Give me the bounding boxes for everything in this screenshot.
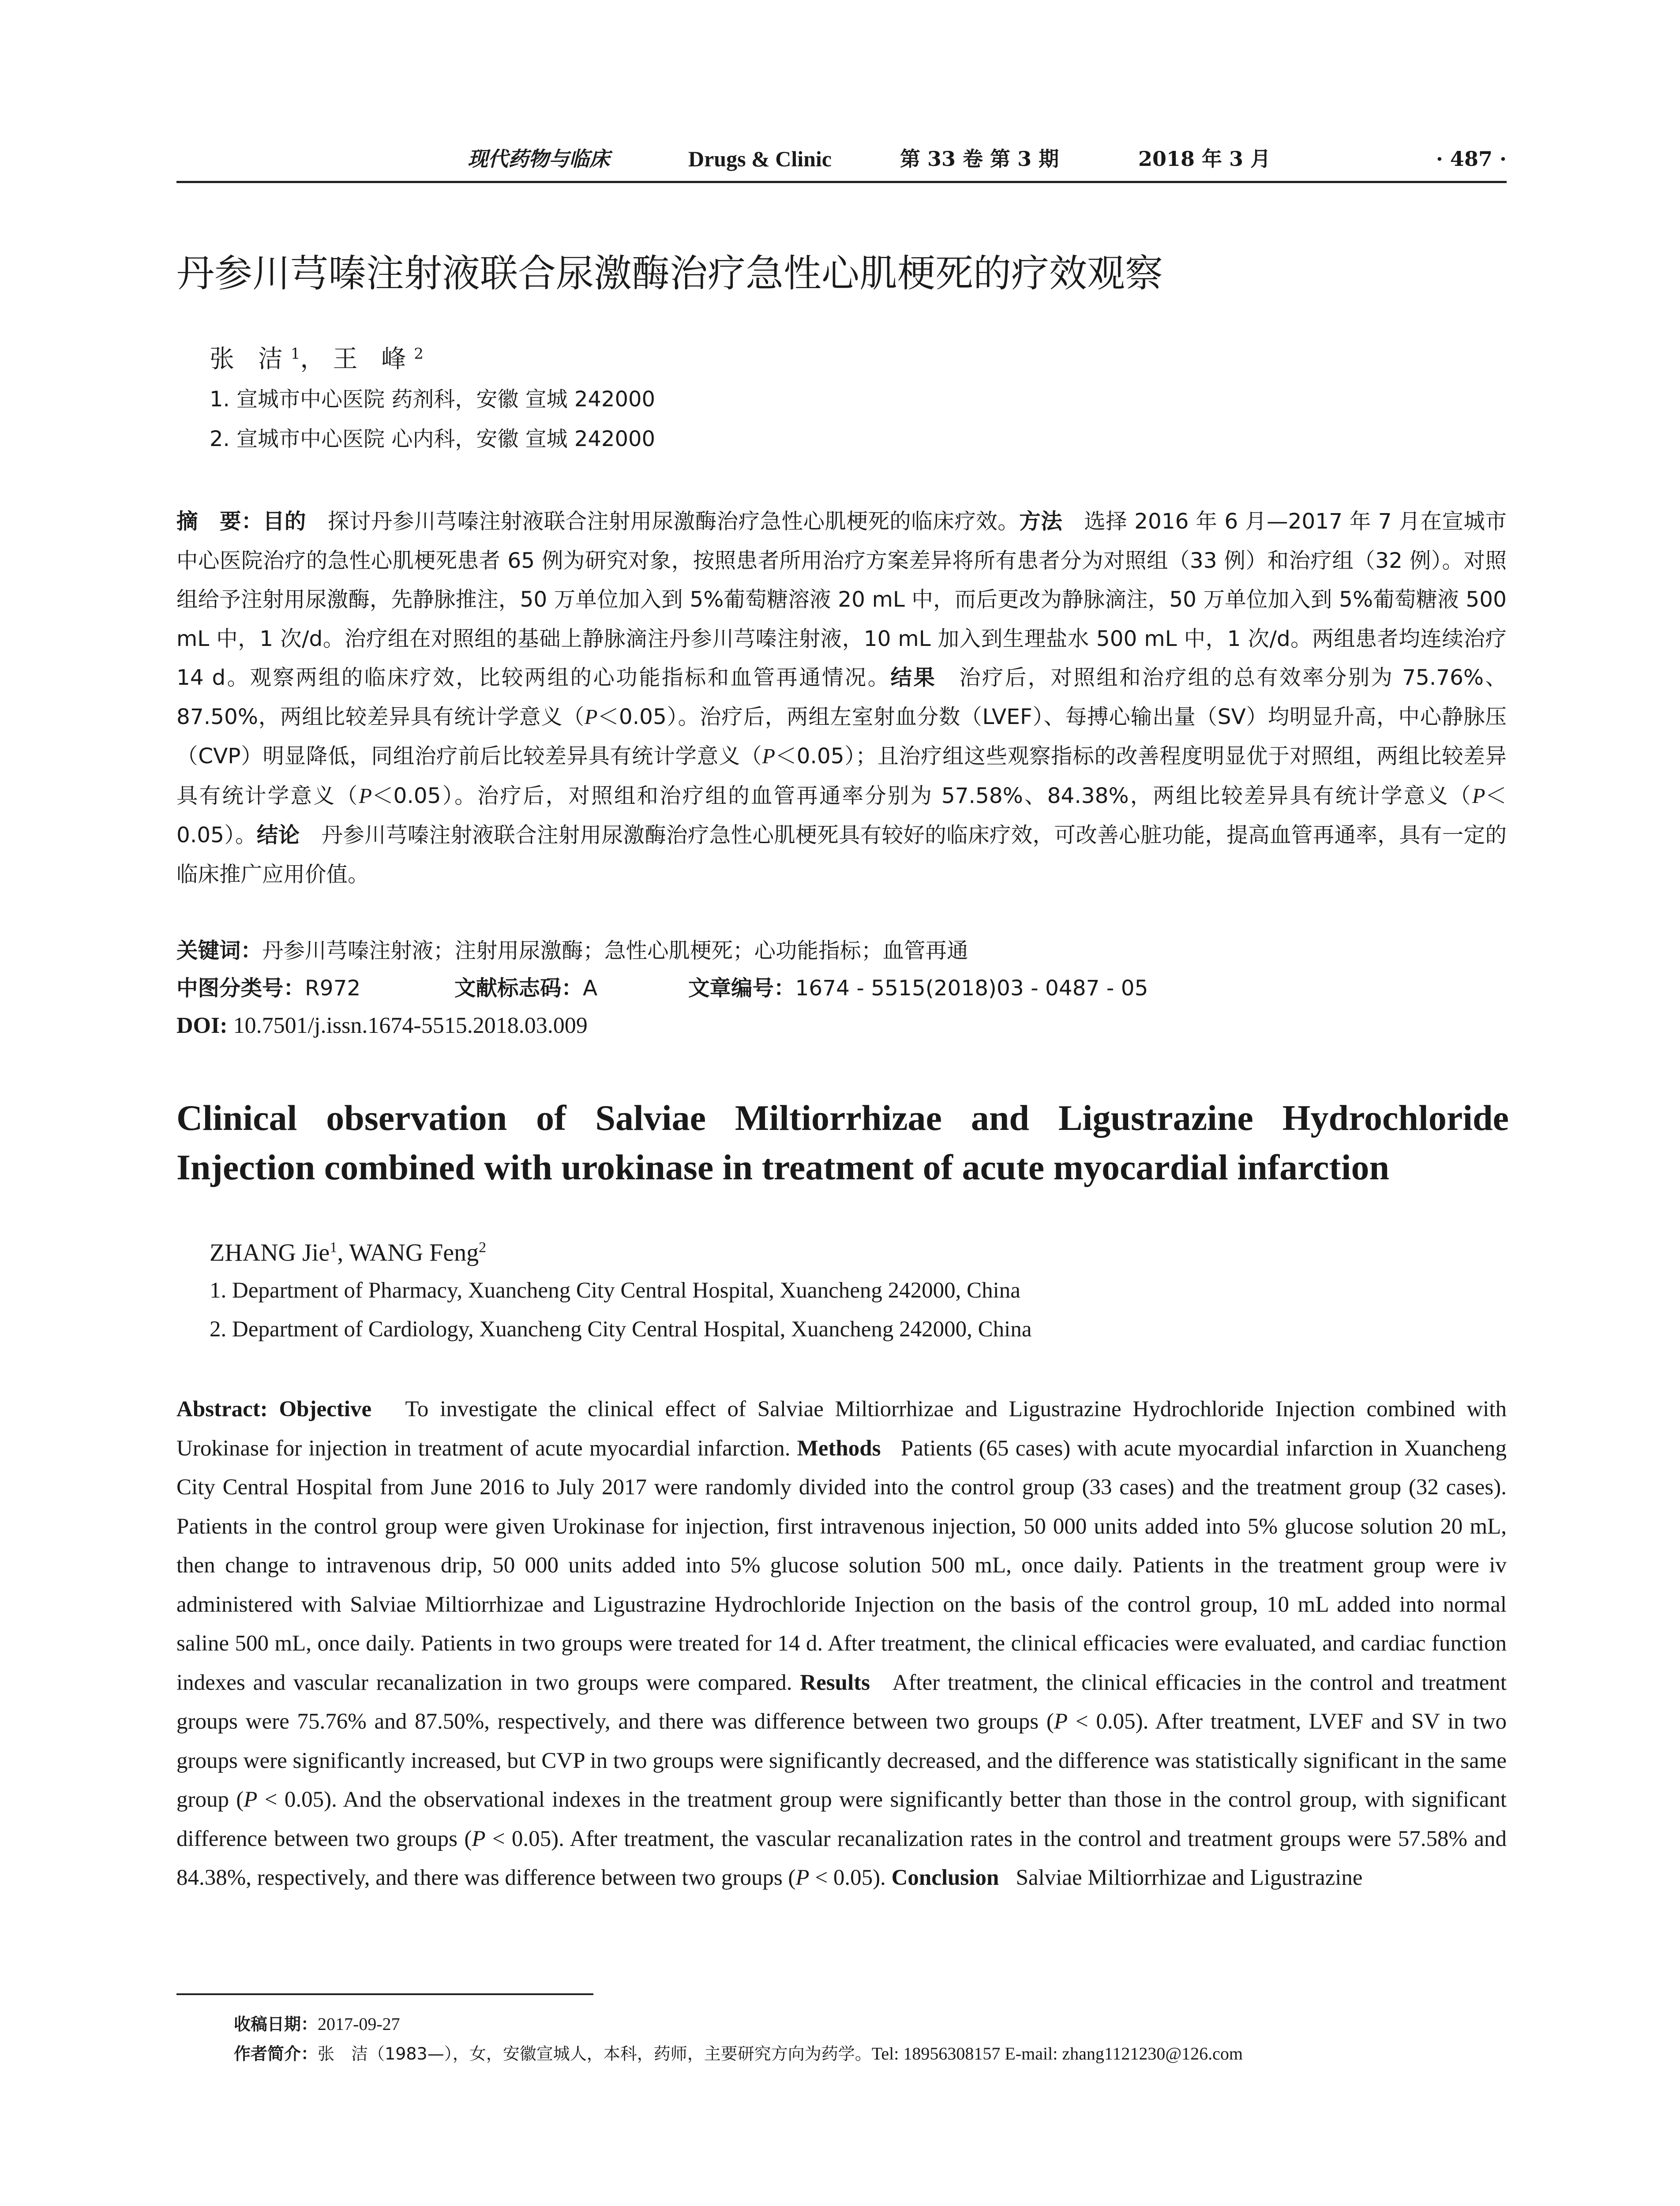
results-text-en-5: < 0.05). — [809, 1865, 886, 1890]
affiliation-en-2: 2. Department of Cardiology, Xuancheng City Central Hospital, Xuancheng 242000, China — [210, 1317, 1032, 1342]
p-value-symbol: P — [584, 705, 598, 729]
classification-line — [176, 973, 1148, 1004]
objective-label-cn: 目的 — [262, 509, 306, 534]
received-label: 收稿日期： — [234, 2015, 318, 2034]
author-2-cn: 王 峰 — [333, 345, 414, 374]
clc-value: R972 — [305, 976, 361, 1001]
results-text-en-4: < 0.05). After treatment, the vascular recanalization rates in the control and treatment groups were 57.58% and 84.38%, respectively, and there was difference between two groups ( — [176, 1826, 1507, 1890]
p-value-symbol: P — [244, 1787, 258, 1812]
p-value-symbol: P — [472, 1826, 486, 1851]
p-value-symbol: P — [1054, 1709, 1068, 1734]
results-text-en-2: < 0.05). After treatment, LVEF and SV in two groups were significantly increased, but CVP in two groups were significantly decreased, and the difference was statistically significant in the same group ( — [176, 1709, 1507, 1812]
results-text-cn-5: ＜0.05）。 — [176, 783, 1507, 848]
results-text-cn-4: ＜0.05）。治疗后，对照组和治疗组的血管再通率分别为 57.58%、84.38%，两组比较差异具有统计学意义（ — [372, 783, 1472, 808]
methods-label-en: Methods — [797, 1436, 881, 1461]
objective-text-en: To investigate the clinical effect of Salviae Miltiorrhizae and Ligustrazine Hydrochloride Injection combined with Urokinase for injection in treatment of acute myocardial infarction. — [176, 1397, 1507, 1461]
author-1-en-affil: 1 — [330, 1239, 338, 1256]
page-number: · 487 · — [1436, 147, 1507, 171]
abstract-en-label: Abstract: — [176, 1397, 268, 1422]
methods-text-en: Patients (65 cases) with acute myocardial infarction in Xuancheng City Central Hospital from June 2016 to July 2017 were randomly divided into the control group (33 cases) and the treatment group (32 cases). Patients in the control group were given Urokinase for injection, first intravenous injection, 50 000 units added into 5% glucose solution 20 mL, then change to intravenous drip, 50 000 units added into 5% glucose solution 500 mL, once daily. Patients in the treatment group were iv administered with Salviae Miltiorrhizae and Ligustrazine Hydrochloride Injection on the basis of the control group, 10 mL added into normal saline 500 mL, once daily. Patients in two groups were treated for 14 d. After treatment, the clinical efficacies were evaluated, and cardiac function indexes and vascular recanalization in two groups were compared. — [176, 1436, 1507, 1695]
doc-code-value: A — [583, 976, 598, 1001]
conclusion-label-en: Conclusion — [891, 1865, 999, 1890]
volume-issue: 第 33 卷 第 3 期 — [900, 147, 1059, 171]
results-label-cn: 结果 — [890, 665, 937, 690]
author-2-cn-affil: 2 — [414, 345, 424, 363]
abstract-cn — [176, 502, 1507, 894]
doi-line — [176, 1010, 588, 1041]
footnote-received — [234, 2011, 400, 2037]
article-title-en: Clinical observation of Salviae Miltiorrhizae and Ligustrazine Hydrochloride Injection combined with urokinase in treatment of acute myocardial infarction — [176, 1098, 1509, 1187]
footnote-divider — [176, 1993, 593, 1995]
running-header — [176, 140, 1507, 183]
p-value-symbol: P — [762, 745, 776, 768]
author-separator-en: , — [337, 1239, 349, 1267]
journal-name-en: Drugs & Clinic — [688, 146, 832, 171]
conclusion-text-en: Salviae Miltiorrhizae and Ligustrazine — [1016, 1865, 1363, 1890]
journal-name-cn: 现代药物与临床 — [468, 147, 610, 171]
author-bio-text: 张 洁（1983—），女，安徽宣城人，本科，药师，主要研究方向为药学。 — [318, 2044, 872, 2063]
conclusion-label-cn: 结论 — [256, 823, 300, 848]
article-number-item — [688, 973, 1148, 1004]
author-1-cn-affil: 1 — [290, 345, 300, 363]
keywords-text: 丹参川芎嗪注射液；注射用尿激酶；急性心肌梗死；心功能指标；血管再通 — [262, 938, 968, 963]
clc-label: 中图分类号： — [176, 976, 305, 1001]
author-contact: Tel: 18956308157 E-mail: zhang1121230@126.com — [871, 2044, 1243, 2063]
conclusion-text-cn: 丹参川芎嗪注射液联合注射用尿激酶治疗急性心肌梗死具有较好的临床疗效，可改善心脏功能，提高血管再通率，具有一定的临床推广应用价值。 — [176, 823, 1507, 887]
objective-text-cn: 探讨丹参川芎嗪注射液联合注射用尿激酶治疗急性心肌梗死的临床疗效。 — [327, 509, 1020, 534]
keywords-cn — [176, 935, 968, 966]
authors-cn — [210, 336, 424, 377]
objective-label-en: Objective — [279, 1397, 372, 1422]
author-bio-label: 作者简介： — [234, 2044, 318, 2063]
p-value-symbol: P — [795, 1865, 810, 1890]
author-1-cn: 张 洁 — [210, 345, 291, 374]
issue-date: 2018 年 3 月 — [1138, 147, 1271, 171]
article-title-cn: 丹参川芎嗪注射液联合尿激酶治疗急性心肌梗死的疗效观察 — [176, 251, 1163, 296]
abstract-cn-label: 摘 要： — [176, 509, 263, 534]
keywords-label: 关键词： — [176, 938, 262, 963]
methods-label-cn: 方法 — [1019, 509, 1063, 534]
doi-value: 10.7501/j.issn.1674-5515.2018.03.009 — [233, 1013, 588, 1038]
doc-code-item — [454, 973, 597, 1004]
abstract-en — [176, 1390, 1507, 1898]
affiliation-en-1: 1. Department of Pharmacy, Xuancheng City Central Hospital, Xuancheng 242000, China — [210, 1278, 1020, 1303]
article-number-value: 1674 - 5515(2018)03 - 0487 - 05 — [795, 976, 1148, 1001]
article-number-label: 文章编号： — [688, 976, 795, 1001]
affiliation-cn-2: 2. 宣城市中心医院 心内科，安徽 宣城 242000 — [210, 427, 656, 451]
p-value-symbol: P — [359, 784, 372, 808]
author-1-en: ZHANG Jie — [210, 1239, 330, 1267]
results-label-en: Results — [800, 1670, 870, 1695]
affiliation-cn-1: 1. 宣城市中心医院 药剂科，安徽 宣城 242000 — [210, 387, 656, 412]
p-value-symbol: P — [1472, 784, 1485, 808]
results-text-cn-1: 治疗后，对照组和治疗组的总有效率分别为 75.76%、87.50%，两组比较差异具有统计学意义（ — [176, 665, 1507, 729]
footnote-author-bio — [234, 2041, 1243, 2067]
doi-label: DOI: — [176, 1013, 228, 1038]
doc-code-label: 文献标志码： — [454, 976, 583, 1001]
authors-en — [210, 1230, 486, 1271]
results-text-en-1: After treatment, the clinical efficacies in the control and treatment groups were 75.76% and 87.50%, respectively, and there was difference between two groups ( — [176, 1670, 1507, 1734]
author-2-en-affil: 2 — [479, 1239, 487, 1256]
results-text-en-3: < 0.05). And the observational indexes in the treatment group were significantly better than those in the control group, with significant difference between two groups ( — [176, 1787, 1507, 1851]
results-text-cn-3: ＜0.05）；且治疗组这些观察指标的改善程度明显优于对照组，两组比较差异具有统计学意义（ — [176, 744, 1507, 808]
received-date: 2017-09-27 — [318, 2014, 400, 2034]
methods-text-cn: 选择 2016 年 6 月—2017 年 7 月在宣城市中心医院治疗的急性心肌梗死患者 65 例为研究对象，按照患者所用治疗方案差异将所有患者分为对照组（33 例）和治疗组（32 例）。对照组给予注射用尿激酶，先静脉推注，50 万单位加入到 5%葡萄糖溶液 20 mL 中，而后更改为静脉滴注，50 万单位加入到 5%葡萄糖液 500 mL 中，1 次/d。治疗组在对照组的基础上静脉滴注丹参川芎嗪注射液，10 mL 加入到生理盐水 500 mL 中，1 次/d。两组患者均连续治疗 14 d。观察两组的临床疗效，比较两组的心功能指标和血管再通情况。 — [176, 509, 1507, 690]
author-2-en: WANG Feng — [349, 1239, 479, 1267]
results-text-cn-2: ＜0.05）。治疗后，两组左室射血分数（LVEF）、每搏心输出量（SV）均明显升高，中心静脉压（CVP）明显降低，同组治疗前后比较差异具有统计学意义（ — [176, 704, 1507, 769]
author-separator-cn: ， — [300, 345, 333, 374]
clc-item — [176, 976, 360, 1001]
